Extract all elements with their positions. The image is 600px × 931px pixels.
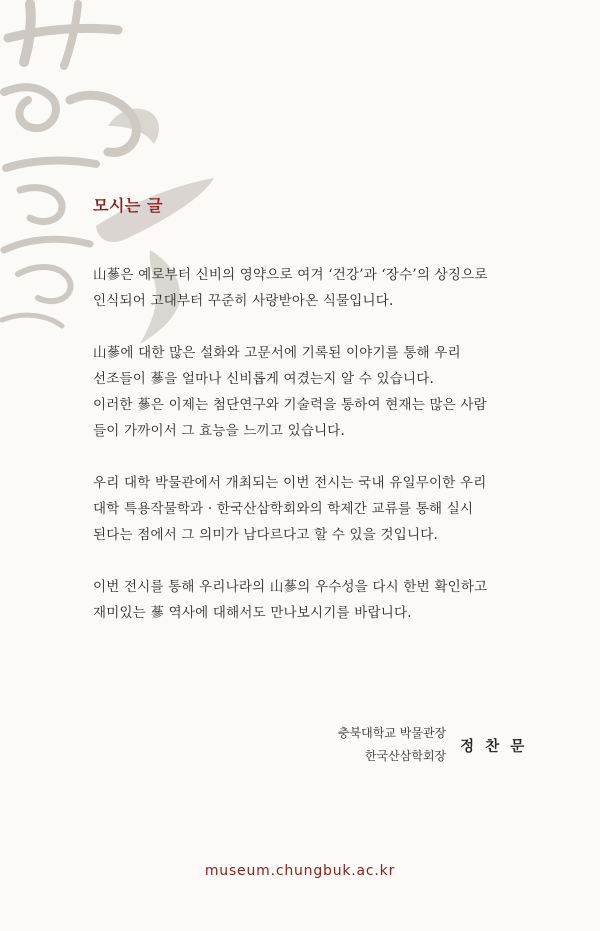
paragraph-line: 이러한 蔘은 이제는 첨단연구와 기술력을 통하여 현재는 많은 사람 xyxy=(93,397,487,413)
signature-name: 정 찬 문 xyxy=(460,738,528,755)
paragraph-4 xyxy=(93,574,553,626)
website-link[interactable]: museum.chungbuk.ac.kr xyxy=(204,863,396,879)
paragraph-line: 山蔘에 대한 많은 설화와 고문서에 기록된 이야기를 통해 우리 xyxy=(93,345,461,361)
paragraph-line: 선조들이 蔘을 얼마나 신비롭게 여겼는지 알 수 있습니다. xyxy=(93,371,434,387)
paragraph-line: 대학 특용작물학과 · 한국산삼학회와의 학제간 교류를 통해 실시 xyxy=(93,501,474,517)
signature-title-museum: 충북대학교 박물관장 xyxy=(338,726,447,740)
signature-titles xyxy=(338,722,446,768)
paragraph-line: 우리 대학 박물관에서 개최되는 이번 전시는 국내 유일무이한 우리 xyxy=(93,475,487,491)
paragraph-line: 된다는 점에서 그 의미가 남다르다고 할 수 있을 것입니다. xyxy=(93,527,438,543)
signature-title-society: 한국산삼학회장 xyxy=(365,749,447,763)
paragraph-2 xyxy=(93,340,553,444)
signature-block xyxy=(338,722,527,768)
paragraph-3 xyxy=(93,470,553,548)
paragraph-1 xyxy=(93,262,553,314)
paragraph-line: 재미있는 蔘 역사에 대해서도 만나보시기를 바랍니다. xyxy=(93,605,412,621)
paragraph-line: 인식되어 고대부터 꾸준히 사랑받아온 식물입니다. xyxy=(93,293,394,309)
paragraph-line: 이번 전시를 통해 우리나라의 山蔘의 우수성을 다시 한번 확인하고 xyxy=(93,579,488,595)
paragraph-line: 山蔘은 예로부터 신비의 영약으로 여겨 ‘건강’과 ‘장수’의 상징으로 xyxy=(93,267,488,283)
page-title: 모시는 글 xyxy=(93,196,163,215)
letter-body xyxy=(93,262,553,626)
paragraph-line: 들이 가까이서 그 효능을 느끼고 있습니다. xyxy=(93,423,346,439)
